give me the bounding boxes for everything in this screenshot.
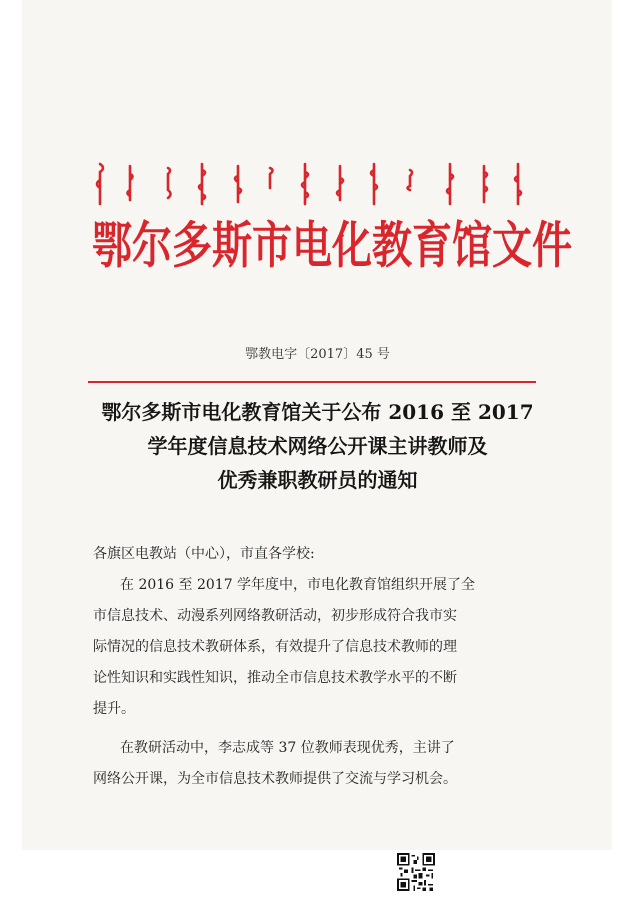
paragraph-1-line: 提升。 <box>93 701 135 717</box>
paragraph-2-line: 在教研活动中，李志成等 37 位教师表现优秀，主讲了 <box>120 740 455 756</box>
mongolian-script-glyph <box>476 160 492 208</box>
paragraph-1-line: 市信息技术、动漫系列网络教研活动，初步形成符合我市实 <box>93 608 457 624</box>
mongolian-script-glyph <box>92 160 108 208</box>
mongolian-script-glyph <box>194 160 210 208</box>
letterhead-title: 鄂尔多斯市电化教育馆文件 <box>92 216 572 275</box>
mongolian-script-glyph <box>510 160 526 208</box>
paragraph-1-line: 在 2016 至 2017 学年度中，市电化教育馆组织开展了全 <box>120 577 476 593</box>
mongolian-script-letterhead <box>92 160 532 208</box>
mongolian-script-glyph <box>160 160 176 208</box>
paragraph-2-line: 网络公开课，为全市信息技术教师提供了交流与学习机会。 <box>93 771 457 787</box>
notice-title-line-1: 鄂尔多斯市电化教育馆关于公布 2016 至 2017 <box>101 400 534 424</box>
red-divider-rule <box>88 381 536 383</box>
paragraph-1-line: 际情况的信息技术教研体系，有效提升了信息技术教师的理 <box>93 639 457 655</box>
mongolian-script-glyph <box>122 160 138 208</box>
notice-title-line-3: 优秀兼职教研员的通知 <box>217 468 418 492</box>
document-number: 鄂教电字〔2017〕45 号 <box>245 347 390 362</box>
mongolian-script-glyph <box>402 160 418 208</box>
paragraph-1-line: 论性知识和实践性知识，推动全市信息技术教学水平的不断 <box>93 670 457 686</box>
mongolian-script-glyph <box>297 160 313 208</box>
mongolian-script-glyph <box>262 160 278 208</box>
mongolian-script-glyph <box>332 160 348 208</box>
qr-code-icon <box>397 853 435 891</box>
mongolian-script-glyph <box>442 160 458 208</box>
mongolian-script-glyph <box>366 160 382 208</box>
document-page <box>22 0 612 850</box>
mongolian-script-glyph <box>230 160 246 208</box>
salutation: 各旗区电教站（中心），市直各学校: <box>93 546 315 562</box>
notice-title-line-2: 学年度信息技术网络公开课主讲教师及 <box>147 434 488 458</box>
